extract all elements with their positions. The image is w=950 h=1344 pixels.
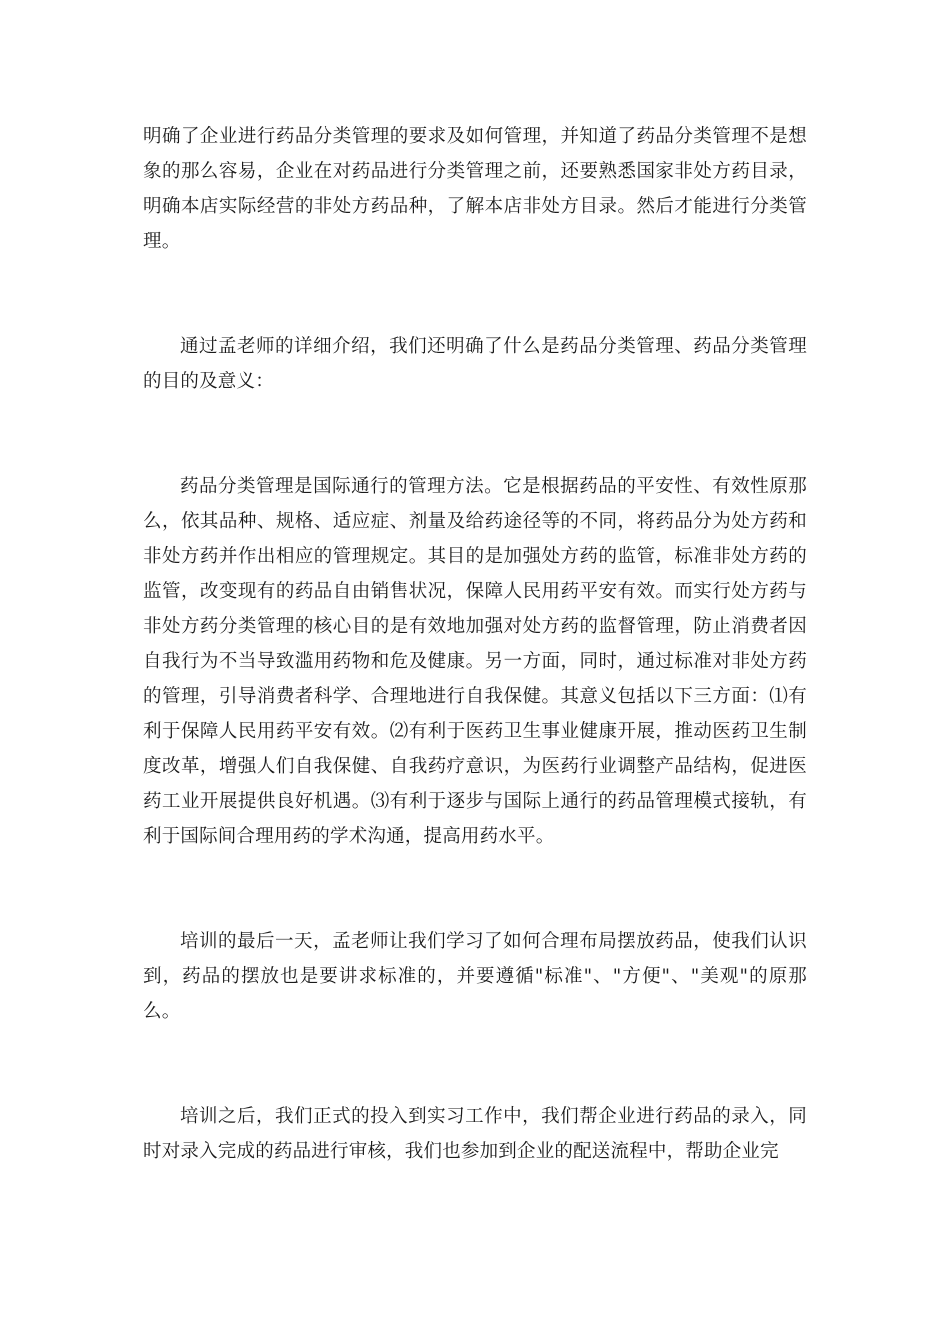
paragraph-intro-purpose: 通过孟老师的详细介绍，我们还明确了什么是药品分类管理、药品分类管理的目的及意义：	[143, 336, 807, 392]
document-body	[143, 119, 807, 1169]
paragraph-continued: 明确了企业进行药品分类管理的要求及如何管理，并知道了药品分类管理不是想象的那么容易，企业在对药品进行分类管理之前，还要熟悉国家非处方药目录，明确本店实际经营的非处方药品种，了解本店非处方目录。然后才能进行分类管理。	[143, 126, 807, 252]
paragraph-last-day-training: 培训的最后一天，孟老师让我们学习了如何合理布局摆放药品，使我们认识到，药品的摆放也是要讲求标准的，并要遵循"标准"、"方便"、"美观"的原那么。	[143, 931, 807, 1022]
paragraph-after-training: 培训之后，我们正式的投入到实习工作中，我们帮企业进行药品的录入，同时对录入完成的药品进行审核，我们也参加到企业的配送流程中，帮助企业完	[143, 1106, 807, 1162]
paragraph-classification-definition: 药品分类管理是国际通行的管理方法。它是根据药品的平安性、有效性原那么，依其品种、规格、适应症、剂量及给药途径等的不同，将药品分为处方药和非处方药并作出相应的管理规定。其目的是加强处方药的监管，标准非处方药的监管，改变现有的药品自由销售状况，保障人民用药平安有效。而实行处方药与非处方药分类管理的核心目的是有效地加强对处方药的监督管理，防止消费者因自我行为不当导致滥用药物和危及健康。另一方面，同时，通过标准对非处方药的管理，引导消费者科学、合理地进行自我保健。其意义包括以下三方面：⑴有利于保障人民用药平安有效。⑵有利于医药卫生事业健康开展，推动医药卫生制度改革，增强人们自我保健、自我药疗意识，为医药行业调整产品结构，促进医药工业开展提供良好机遇。⑶有利于逐步与国际上通行的药品管理模式接轨，有利于国际间合理用药的学术沟通，提高用药水平。	[143, 476, 807, 847]
